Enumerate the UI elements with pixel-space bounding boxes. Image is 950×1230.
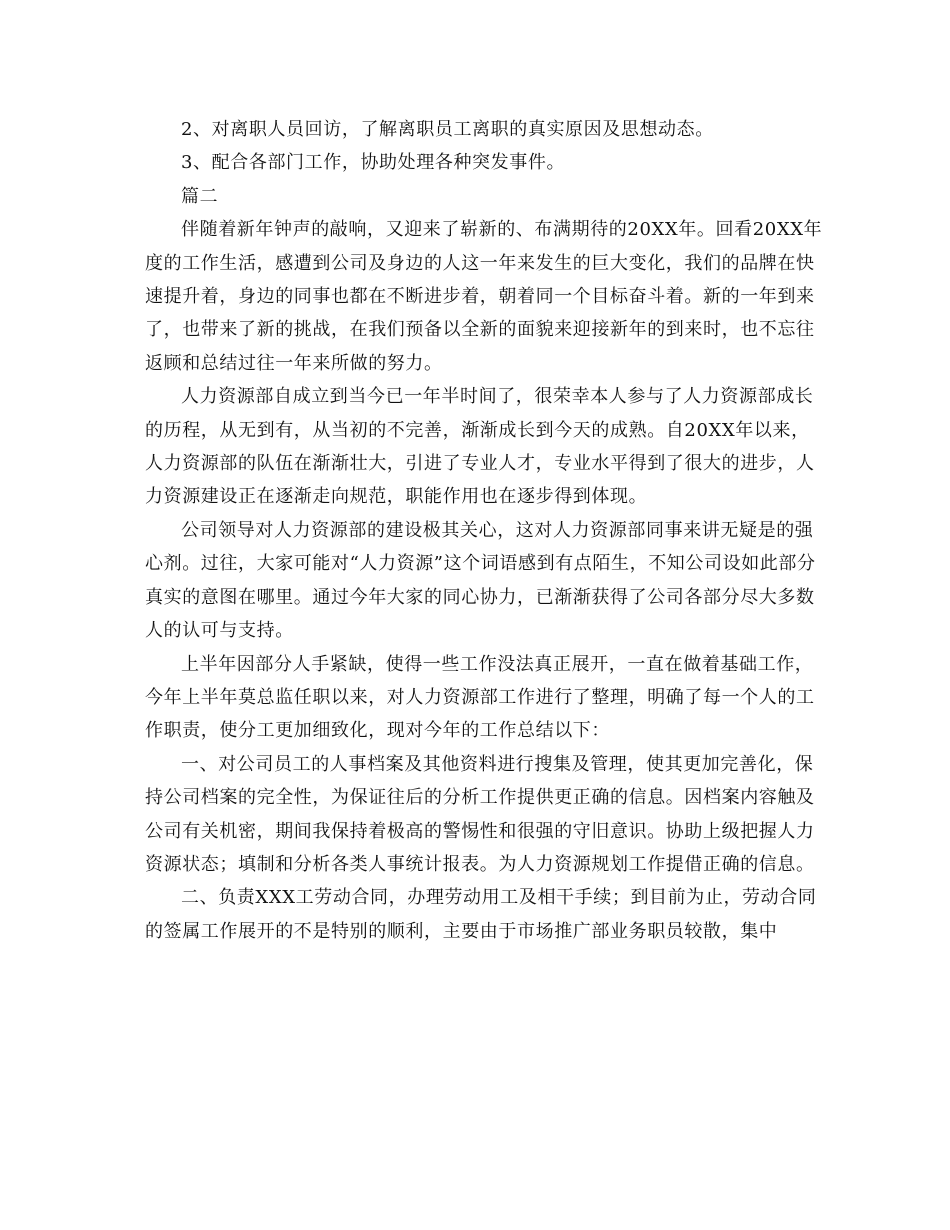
paragraph-item-one-archives: 一、对公司员工的人事档案及其他资料进行搜集及管理，使其更加完善化，保持公司档案的完全性，为保证往后的分析工作提供更正确的信息。因档案内容触及公司有关机密，期间我保持着极高的警惕性和很强的守旧意识。协助上级把握人力资源状态；填制和分析各类人事统计报表。为人力资源规划工作提借正确的信息。 xyxy=(145,753,815,875)
paragraph-leadership-support: 公司领导对人力资源部的建设极其关心，这对人力资源部同事来讲无疑是的强心剂。过往，大家可能对“人力资源”这个词语感到有点陌生，不知公司设如此部分真实的意图在哪里。通过今年大家的同心协力，已渐渐获得了公司各部分尽大多数人的认可与支持。 xyxy=(145,519,816,642)
paragraph-item-two-contracts: 二、负责XXX工劳动合同，办理劳动用工及相干手续；到目前为止，劳动合同的签属工作展开的不是特别的顺利，主要由于市场推广部业务职员较散，集中 xyxy=(145,887,817,942)
paragraph-revisit-departing-staff: 2、对离职人员回访，了解离职员工离职的真实原因及思想动态。 xyxy=(181,119,714,140)
paragraph-first-half-review: 上半年因部分人手紧缺，使得一些工作没法真正展开，一直在做着基础工作，今年上半年莫总监任职以来，对人力资源部工作进行了整理，明确了每一个人的工作职责，使分工更加细致化，现对今年的工作总结以下： xyxy=(145,653,815,742)
document-body xyxy=(145,113,825,948)
paragraph-cooperate-departments: 3、配合各部门工作，协助处理各种突发事件。 xyxy=(181,152,566,174)
section-heading-part-two: 篇二 xyxy=(181,185,219,207)
paragraph-hr-department-growth: 人力资源部自成立到当今已一年半时间了，很荣幸本人参与了人力资源部成长的历程，从无到有，从当初的不完善，渐渐成长到今天的成熟。自20XX年以来，人力资源部的队伍在渐渐壮大，引进了专业人才，专业水平得到了很大的进步，人力资源建设正在逐渐走向规范，职能作用也在逐步得到体现。 xyxy=(145,386,815,508)
paragraph-new-year-intro: 伴随着新年钟声的敲响，又迎来了崭新的、布满期待的20XX年。回看20XX年度的工作生活，感遭到公司及身边的人这一年来发生的巨大变化，我们的品牌在快速提升着，身边的同事也都在不断进步着，朝着同一个目标奋斗着。新的一年到来了，也带来了新的挑战，在我们预备以全新的面貌来迎接新年的到来时，也不忘往返顾和总结过往一年来所做的努力。 xyxy=(145,219,823,374)
